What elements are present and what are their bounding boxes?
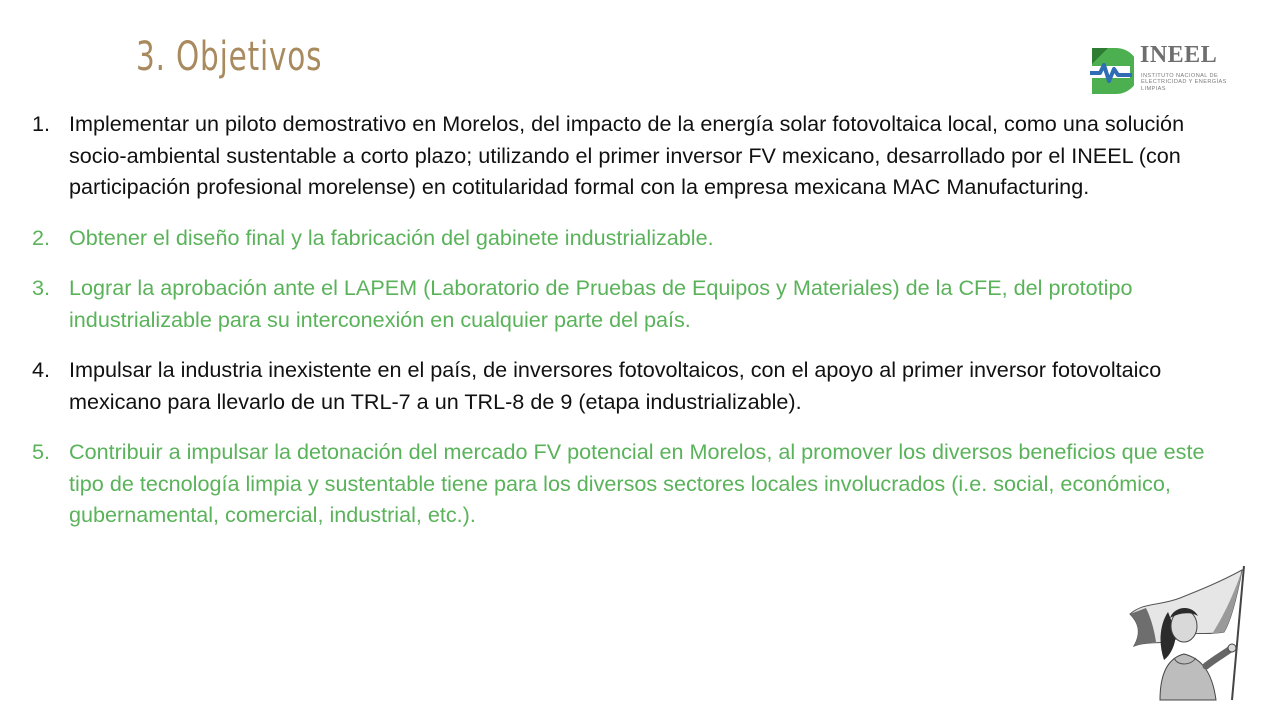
objective-number: 4.: [32, 357, 51, 382]
objective-item: [32, 108, 1212, 203]
objective-item: [32, 436, 1212, 531]
ineel-logo-icon: [1088, 46, 1134, 96]
objective-item: [32, 354, 1212, 417]
objective-text: Lograr la aprobación ante el LAPEM (Laboratorio de Pruebas de Equipos y Materiales) de la CFE, del prototipo industrializable para su interconexión en cualquier parte del país.: [69, 275, 1133, 332]
objective-number: 2.: [32, 224, 51, 250]
objective-text: Obtener el diseño final y la fabricación del gabinete industrializable.: [69, 224, 714, 250]
objective-number: 3.: [32, 275, 51, 300]
objective-item: [32, 222, 1212, 254]
objective-text: Impulsar la industria inexistente en el país, de inversores fotovoltaicos, con el apoyo al primer inversor fotovoltaico mexicano para llevarlo de un TRL-7 a un TRL-8 de 9 (etapa industrializable).: [69, 357, 1162, 414]
logo-subtitle: INSTITUTO NACIONAL DE ELECTRICIDAD Y ENERGÍAS LIMPIAS: [1141, 73, 1227, 92]
objective-number: 1.: [32, 111, 51, 136]
objective-number: 5.: [32, 439, 51, 464]
objective-text: Contribuir a impulsar la detonación del mercado FV potencial en Morelos, al promover los diversos beneficios que este tipo de tecnología limpia y sustentable tiene para los diversos sectores locales involucrados (i.e. social, económico, gubernamental, comercial, industrial, etc.).: [69, 439, 1205, 527]
objective-text: Implementar un piloto demostrativo en Morelos, del impacto de la energía solar fotovoltaica local, como una solución socio-ambiental sustentable a corto plazo; utilizando el primer inversor FV mexicano, desarrollado por el INEEL (con participación profesional morelense) en cotitularidad formal con la empresa mexicana MAC Manufacturing.: [69, 111, 1185, 199]
logo-name: INEEL: [1140, 42, 1218, 68]
objectives-list: [32, 108, 1212, 550]
objective-item: [32, 272, 1212, 335]
ineel-logo: [1088, 44, 1238, 98]
slide-title: 3. Objetivos: [136, 34, 323, 80]
woman-with-flag-illustration: [1120, 562, 1260, 702]
